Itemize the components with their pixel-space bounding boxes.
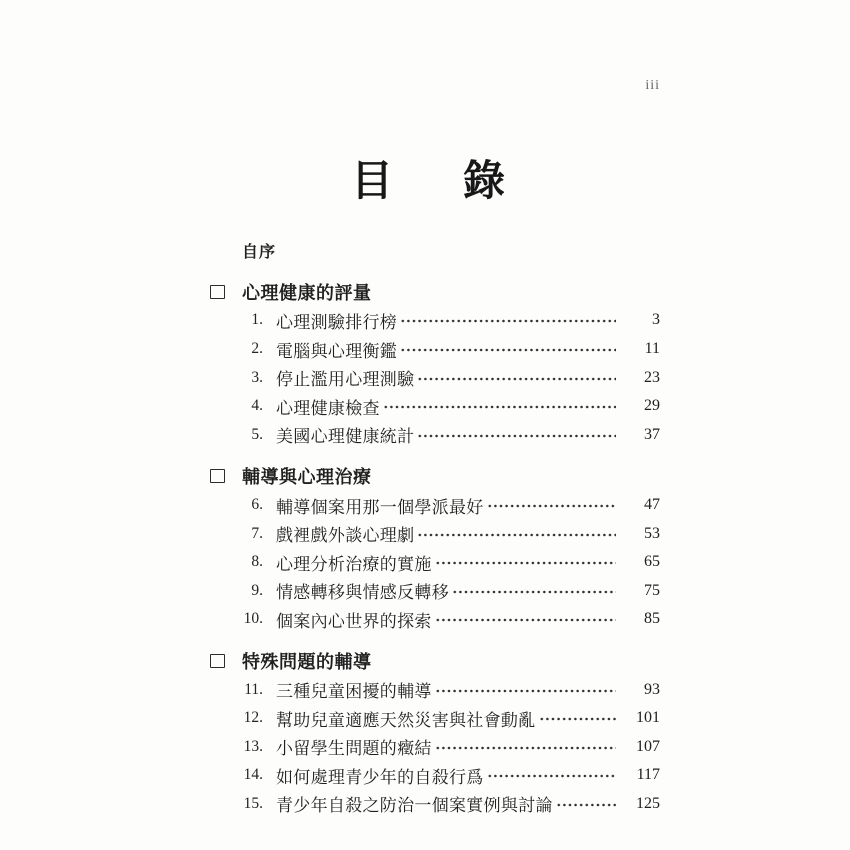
toc-entry-row <box>210 363 660 392</box>
toc-entry-row <box>210 519 660 548</box>
entry-number: 15. <box>243 794 263 812</box>
folio-page-number: iii <box>645 78 660 93</box>
dot-leader <box>417 434 616 438</box>
entry-title: 心理分析治療的實施 <box>276 554 432 574</box>
preface-entry: 自序 <box>242 243 277 261</box>
dot-leader <box>435 561 616 565</box>
dot-leader <box>383 405 616 409</box>
entry-page-number: 85 <box>644 610 660 628</box>
entry-title: 情感轉移與情感反轉移 <box>276 583 449 603</box>
toc-entry-row <box>210 335 660 364</box>
section-title: 輔導與心理治療 <box>242 467 372 488</box>
toc-entry-row <box>210 392 660 421</box>
table-of-contents <box>210 236 660 818</box>
toc-entry-row <box>210 704 660 733</box>
entry-number: 5. <box>251 425 263 443</box>
toc-entry-row <box>210 761 660 790</box>
entry-number: 4. <box>251 397 263 415</box>
entry-number: 8. <box>251 553 263 571</box>
entry-page-number: 117 <box>636 766 660 784</box>
entry-page-number: 93 <box>644 680 660 698</box>
entry-page-number: 53 <box>644 524 660 542</box>
dot-leader <box>487 504 616 508</box>
entry-page-number: 3 <box>652 311 660 329</box>
page-title: 目 錄 <box>350 159 519 205</box>
entry-title: 小留學生問題的癥結 <box>276 739 432 759</box>
entry-number: 9. <box>251 581 263 599</box>
entry-page-number: 37 <box>644 425 660 443</box>
dot-leader <box>539 717 617 721</box>
checkbox-square-icon <box>210 469 225 483</box>
toc-entry-row <box>210 577 660 606</box>
toc-entry-row <box>210 733 660 762</box>
entry-title: 三種兒童困擾的輔導 <box>276 682 432 702</box>
toc-entry-row <box>210 790 660 819</box>
entry-number: 13. <box>243 737 263 755</box>
dot-leader <box>400 348 616 352</box>
section-header <box>210 647 660 676</box>
toc-entry-row <box>210 491 660 520</box>
checkbox-square-icon <box>210 285 225 299</box>
dot-leader <box>487 774 616 778</box>
section-header <box>210 462 660 491</box>
entry-page-number: 47 <box>644 496 660 514</box>
entry-page-number: 29 <box>644 397 660 415</box>
entry-title: 輔導個案用那一個學派最好 <box>276 497 484 517</box>
entry-number: 11. <box>244 680 263 698</box>
entry-title: 個案內心世界的探索 <box>276 611 432 631</box>
entry-page-number: 23 <box>644 368 660 386</box>
entry-title: 心理健康檢查 <box>276 398 380 418</box>
toc-entry-row <box>210 605 660 634</box>
entry-number: 12. <box>243 709 263 727</box>
dot-leader <box>400 319 616 323</box>
entry-number: 7. <box>251 524 263 542</box>
checkbox-square-icon <box>210 654 225 668</box>
entry-title: 停止濫用心理測驗 <box>276 370 415 390</box>
entry-title: 戲裡戲外談心理劇 <box>276 526 415 546</box>
entry-title: 幫助兒童適應天然災害與社會動亂 <box>276 710 536 730</box>
section-title: 特殊問題的輔導 <box>242 652 372 673</box>
dot-leader <box>452 590 616 594</box>
dot-leader <box>417 377 616 381</box>
entry-number: 10. <box>243 610 263 628</box>
toc-entry-row <box>210 675 660 704</box>
dot-leader <box>556 803 616 807</box>
dot-leader <box>435 689 616 693</box>
entry-number: 6. <box>251 496 263 514</box>
entry-page-number: 107 <box>636 737 660 755</box>
entry-title: 電腦與心理衡鑑 <box>276 341 398 361</box>
section-title: 心理健康的評量 <box>242 282 372 303</box>
entry-page-number: 11 <box>644 340 660 358</box>
entry-title: 如何處理青少年的自殺行爲 <box>276 767 484 787</box>
entry-number: 3. <box>251 368 263 386</box>
entry-number: 14. <box>243 766 263 784</box>
section-header <box>210 278 660 307</box>
entry-page-number: 125 <box>636 794 660 812</box>
entry-title: 青少年自殺之防治一個案實例與討論 <box>276 796 553 816</box>
toc-entry-row <box>210 548 660 577</box>
dot-leader <box>435 746 616 750</box>
entry-title: 心理測驗排行榜 <box>276 312 398 332</box>
toc-entry-row <box>210 306 660 335</box>
entry-page-number: 75 <box>644 581 660 599</box>
dot-leader <box>417 533 616 537</box>
toc-entry-row <box>210 421 660 450</box>
entry-number: 1. <box>251 311 263 329</box>
entry-title: 美國心理健康統計 <box>276 427 415 447</box>
entry-page-number: 65 <box>644 553 660 571</box>
entry-page-number: 101 <box>636 709 660 727</box>
dot-leader <box>435 618 616 622</box>
entry-number: 2. <box>251 340 263 358</box>
